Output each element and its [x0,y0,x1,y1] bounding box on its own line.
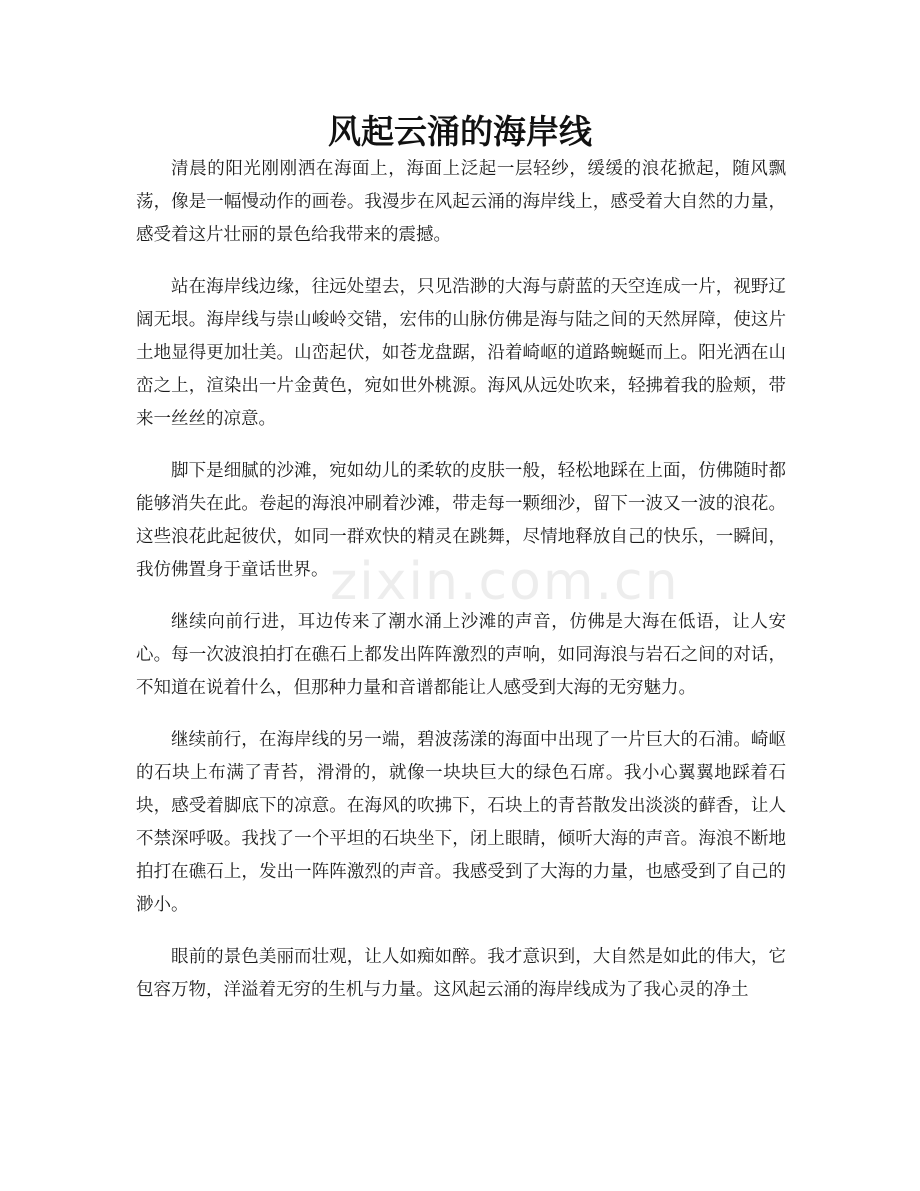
paragraph: 清晨的阳光刚刚洒在海面上，海面上泛起一层轻纱，缓缓的浪花掀起，随风飘荡，像是一幅慢动作的画卷。我漫步在风起云涌的海岸线上，感受着大自然的力量，感受着这片壮丽的景色给我带来的震撼。 [136,159,786,245]
document-body [136,153,786,1026]
paragraph: 脚下是细腻的沙滩，宛如幼儿的柔软的皮肤一般，轻松地踩在上面，仿佛随时都能够消失在此。卷起的海浪冲刷着沙滩，带走每一颗细沙，留下一波又一波的浪花。这些浪花此起彼伏，如同一群欢快的精灵在跳舞，尽情地释放自己的快乐，一瞬间，我仿佛置身于童话世界。 [136,461,786,580]
paragraph: 继续向前行进，耳边传来了潮水涌上沙滩的声音，仿佛是大海在低语，让人安心。每一次波浪拍打在礁石上都发出阵阵激烈的声响，如同海浪与岩石之间的对话，不知道在说着什么，但那种力量和音谱都能让人感受到大海的无穷魅力。 [136,612,786,698]
document-title: 风起云涌的海岸线 [328,112,592,151]
paragraph: 站在海岸线边缘，往远处望去，只见浩渺的大海与蔚蓝的天空连成一片，视野辽阔无垠。海岸线与崇山峻岭交错，宏伟的山脉仿佛是海与陆之间的天然屏障，使这片土地显得更加壮美。山峦起伏，如苍龙盘踞，沿着崎岖的道路蜿蜒而上。阳光洒在山峦之上，渲染出一片金黄色，宛如世外桃源。海风从远处吹来，轻拂着我的脸颊，带来一丝丝的凉意。 [136,277,786,429]
watermark: zixin.com.cn [330,552,680,612]
paragraph: 眼前的景色美丽而壮观，让人如痴如醉。我才意识到，大自然是如此的伟大，它包容万物，洋溢着无穷的生机与力量。这风起云涌的海岸线成为了我心灵的净土 [136,947,786,1000]
paragraph: 继续前行，在海岸线的另一端，碧波荡漾的海面中出现了一片巨大的石浦。崎岖的石块上布满了青苔，滑滑的，就像一块块巨大的绿色石席。我小心翼翼地踩着石块，感受着脚底下的凉意。在海风的吹拂下，石块上的青苔散发出淡淡的藓香，让人不禁深呼吸。我找了一个平坦的石块坐下，闭上眼睛，倾听大海的声音。海浪不断地拍打在礁石上，发出一阵阵激烈的声音。我感受到了大海的力量，也感受到了自己的渺小。 [136,730,786,915]
